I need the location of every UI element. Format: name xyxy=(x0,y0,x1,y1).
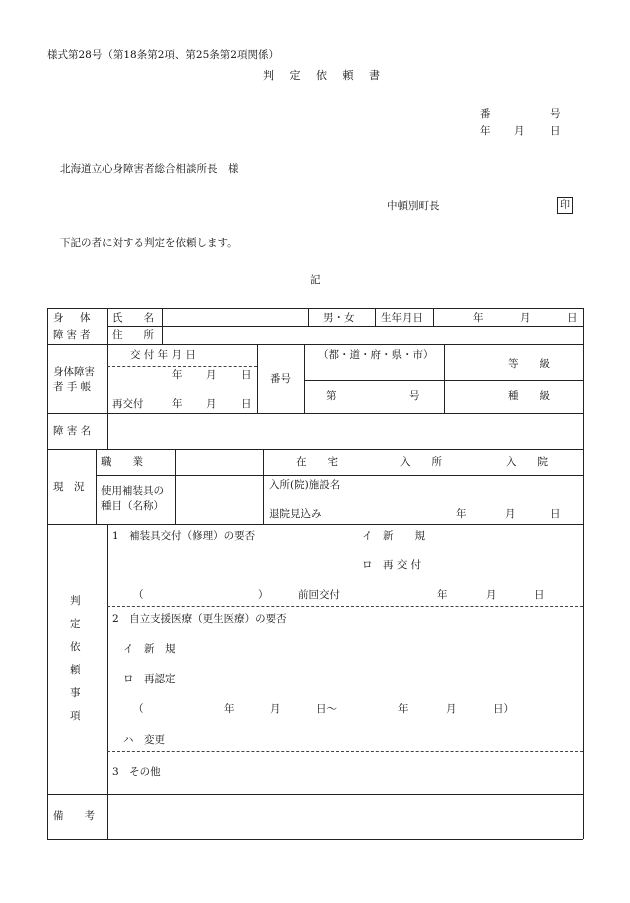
page-title: 判 定 依 頼 書 xyxy=(263,69,386,82)
item1-heading: 1 補装具交付（修理）の要否 xyxy=(112,530,256,542)
date-month: 月 xyxy=(514,125,525,137)
issue-month: 月 xyxy=(206,369,217,381)
occupation-label: 職 業 xyxy=(101,456,143,468)
date-year: 年 xyxy=(480,125,491,137)
issue-year: 年 xyxy=(172,369,183,381)
row1-label-top: 身 体 xyxy=(53,312,94,324)
item2-range-open: （ xyxy=(133,703,144,715)
request-text: 下記の者に対する判定を依頼します。 xyxy=(60,237,238,249)
item2-from-month: 月 xyxy=(270,703,281,715)
request-items-char-4: 頼 xyxy=(70,664,81,676)
request-items-char-1: 判 xyxy=(70,595,81,607)
item2-option-new: イ 新 規 xyxy=(123,643,176,655)
reissue-label: 再交付 xyxy=(112,398,144,410)
form-number: 様式第28号（第18条第2項、第25条第2項関係） xyxy=(47,49,279,61)
facility-label: 入所(院)施設名 xyxy=(269,479,341,491)
name-label: 氏 名 xyxy=(112,312,154,324)
item1-option-reissue: ロ 再 交 付 xyxy=(362,559,422,571)
birth-year: 年 xyxy=(473,312,484,324)
prefecture-label: （都・道・府・県・市） xyxy=(318,349,434,361)
number-suffix: 号 xyxy=(550,108,561,120)
shukyu-label: 種 級 xyxy=(508,390,550,402)
item1-paren-open: （ xyxy=(133,589,144,601)
reissue-year: 年 xyxy=(172,398,183,410)
status-home: 在 宅 xyxy=(296,456,338,468)
remarks-label: 備 考 xyxy=(53,810,95,822)
aid-label-bottom: 種目（名称） xyxy=(101,500,164,512)
tokyu-label: 等 級 xyxy=(508,358,550,370)
status-admitted: 入 所 xyxy=(400,456,442,468)
go-label: 号 xyxy=(409,390,420,402)
item2-to-day: 日） xyxy=(493,703,514,715)
item3-heading: 3 その他 xyxy=(112,766,161,778)
row1-label-bottom: 障害者 xyxy=(53,329,94,341)
date-day: 日 xyxy=(550,125,561,137)
number-label: 番 xyxy=(480,108,491,120)
discharge-month: 月 xyxy=(505,508,516,520)
addressee: 北海道立心身障害者総合相談所長 様 xyxy=(60,163,239,175)
seal-mark: 印 xyxy=(557,197,573,214)
prev-issue-label: 前回交付 xyxy=(298,589,340,601)
dai-label: 第 xyxy=(326,390,337,402)
disability-name-label: 障 害 名 xyxy=(53,425,92,437)
item1-option-new: イ 新 規 xyxy=(362,530,425,542)
aid-label-top: 使用補装具の xyxy=(101,485,164,497)
prev-day: 日 xyxy=(534,589,545,601)
item2-to-month: 月 xyxy=(446,703,457,715)
techo-label-top: 身体障害 xyxy=(53,366,95,378)
birth-month: 月 xyxy=(520,312,531,324)
item2-heading: 2 自立支援医療（更生医療）の要否 xyxy=(112,613,287,625)
item2-option-recert: ロ 再認定 xyxy=(123,673,176,685)
request-items-char-3: 依 xyxy=(70,641,81,653)
birth-day: 日 xyxy=(567,312,578,324)
address-label: 住 所 xyxy=(112,329,154,341)
discharge-year: 年 xyxy=(456,508,467,520)
gender-select: 男・女 xyxy=(323,312,355,324)
ki-label: 記 xyxy=(310,274,321,286)
item2-from-day: 日〜 xyxy=(316,703,337,715)
discharge-label: 退院見込み xyxy=(269,508,322,520)
discharge-day: 日 xyxy=(550,508,561,520)
item2-from-year: 年 xyxy=(224,703,235,715)
status-label: 現 況 xyxy=(53,481,85,493)
issue-date-label: 交 付 年 月 日 xyxy=(130,349,196,361)
request-items-char-2: 定 xyxy=(70,618,81,630)
sender: 中頓別町長 xyxy=(387,200,440,212)
item2-to-year: 年 xyxy=(398,703,409,715)
reissue-month: 月 xyxy=(206,398,217,410)
status-hospital: 入 院 xyxy=(506,456,548,468)
reissue-day: 日 xyxy=(241,398,252,410)
prev-year: 年 xyxy=(437,589,448,601)
issue-day: 日 xyxy=(241,369,252,381)
request-items-char-6: 項 xyxy=(70,710,81,722)
item1-paren-close: ） xyxy=(258,589,269,601)
request-items-char-5: 事 xyxy=(70,687,81,699)
techo-label-bottom: 者 手 帳 xyxy=(53,381,92,393)
birth-label: 生年月日 xyxy=(381,312,423,324)
item2-option-change: ハ 変更 xyxy=(123,734,165,746)
prev-month: 月 xyxy=(486,589,497,601)
bango-label: 番号 xyxy=(270,373,291,385)
